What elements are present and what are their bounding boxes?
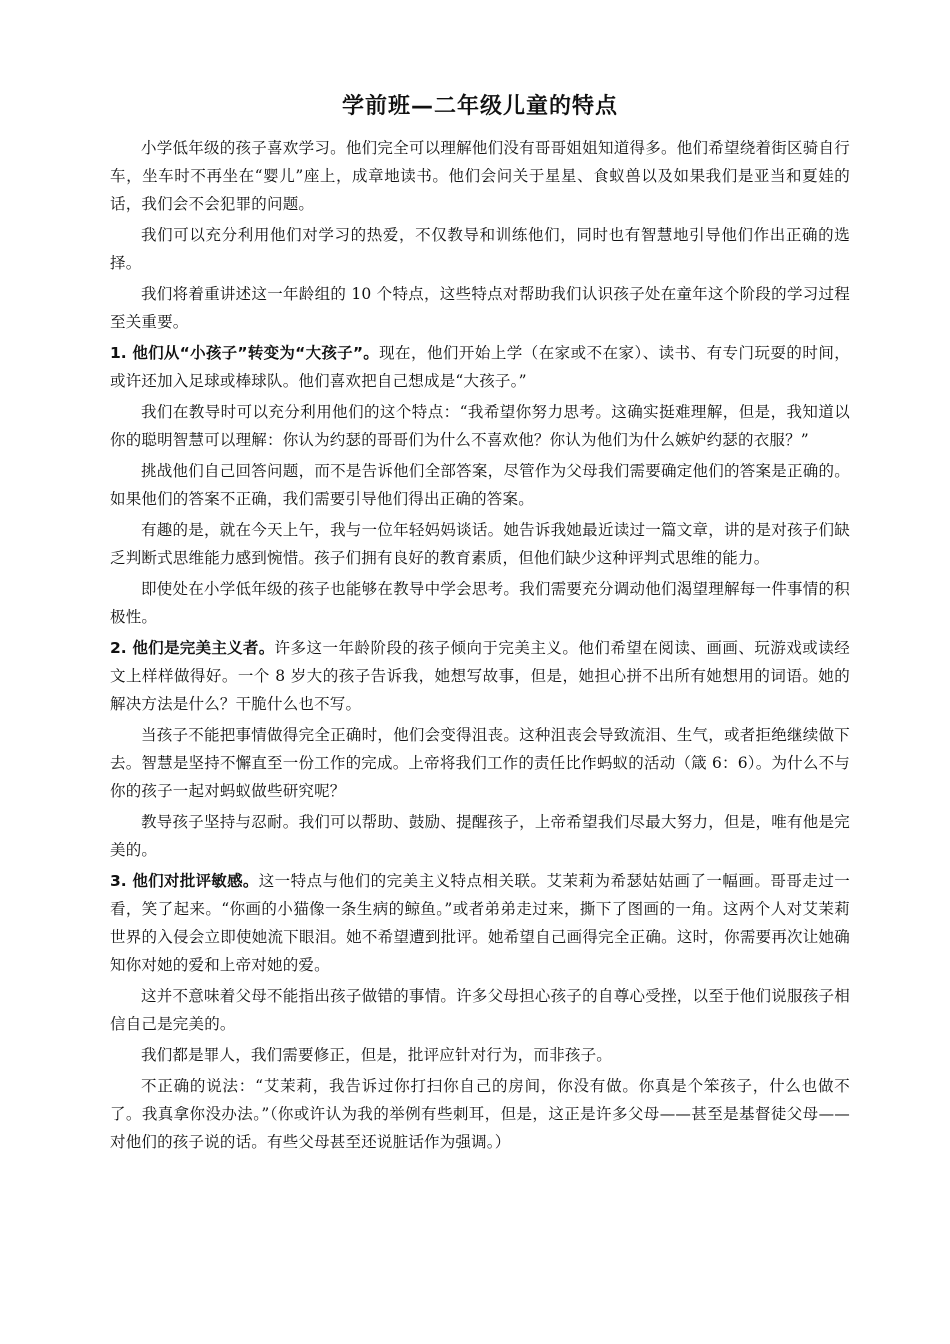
point-2-heading: 2. 他们是完美主义者。 xyxy=(110,639,275,657)
point-2-paragraph xyxy=(110,634,850,718)
paragraph-challenge-answers: 挑战他们自己回答问题，而不是告诉他们全部答案，尽管作为父母我们需要确定他们的答案是正确的。如果他们的答案不正确，我们需要引导他们得出正确的答案。 xyxy=(110,462,850,508)
paragraph-teaching-example: 我们在教导时可以充分利用他们的这个特点：“我希望你努力思考。这确实挺难理解，但是，我知道以你的聪明智慧可以理解：你认为约瑟的哥哥们为什么不喜欢他？你认为他们为什么嫉妒约瑟的衣服？” xyxy=(110,403,850,449)
point-1-text: 现在，他们开始上学（在家或不在家）、读书、有专门玩耍的时间，或许还加入足球或棒球队。他们喜欢把自己想成是“大孩子。” xyxy=(110,344,850,390)
paragraph-pointing-out-mistakes: 这并不意味着父母不能指出孩子做错的事情。许多父母担心孩子的自尊心受挫，以至于他们说服孩子相信自己是完美的。 xyxy=(110,987,850,1033)
paragraph-intro: 小学低年级的孩子喜欢学习。他们完全可以理解他们没有哥哥姐姐知道得多。他们希望绕着街区骑自行车，坐车时不再坐在“婴儿”座上，成章地读书。他们会问关于星星、食蚁兽以及如果我们是亚当和夏娃的话，我们会不会犯罪的问题。 xyxy=(110,139,850,213)
point-3-heading: 3. 他们对批评敏感。 xyxy=(110,872,259,890)
paragraph-ten-characteristics: 我们将着重讲述这一年龄组的 10 个特点，这些特点对帮助我们认识孩子处在童年这个阶段的学习过程至关重要。 xyxy=(110,285,850,331)
point-3-text: 这一特点与他们的完美主义特点相关联。艾茉莉为希瑟姑姑画了一幅画。哥哥走过一看，笑了起来。“你画的小猫像一条生病的鲸鱼。”或者弟弟走过来，撕下了图画的一角。这两个人对艾茉莉世界的入侵会立即使她流下眼泪。她不希望遭到批评。她希望自己画得完全正确。这时，你需要再次让她确知你对她的爱和上帝对她的爱。 xyxy=(110,872,851,974)
point-2-text: 许多这一年龄阶段的孩子倾向于完美主义。他们希望在阅读、画画、玩游戏或读经文上样样做得好。一个 8 岁大的孩子告诉我，她想写故事，但是，她担心拼不出所有她想用的词语。她的解决方法是什么？干脆什么也不写。 xyxy=(110,639,850,713)
paragraph-incorrect-saying: 不正确的说法：“艾茉莉，我告诉过你打扫你自己的房间，你没有做。你真是个笨孩子，什么也做不了。我真拿你没办法。”（你或许认为我的举例有些刺耳，但是，这正是许多父母——甚至是基督徒父母——对他们的孩子说的话。有些父母甚至还说脏话作为强调。） xyxy=(110,1077,850,1151)
point-1-paragraph xyxy=(110,339,850,395)
point-1-heading: 1. 他们从“小孩子”转变为“大孩子”。 xyxy=(110,344,380,362)
paragraph-love-of-learning: 我们可以充分利用他们对学习的热爱，不仅教导和训练他们，同时也有智慧地引导他们作出正确的选择。 xyxy=(110,226,850,272)
paragraph-learn-to-think: 即使处在小学低年级的孩子也能够在教导中学会思考。我们需要充分调动他们渴望理解每一件事情的积极性。 xyxy=(110,580,850,626)
paragraph-frustration: 当孩子不能把事情做得完全正确时，他们会变得沮丧。这种沮丧会导致流泪、生气，或者拒绝继续做下去。智慧是坚持不懈直至一份工作的完成。上帝将我们工作的责任比作蚂蚁的活动（箴 6：6）。为什么不与你的孩子一起对蚂蚁做些研究呢？ xyxy=(110,726,850,800)
paragraph-we-are-sinners: 我们都是罪人，我们需要修正，但是，批评应针对行为，而非孩子。 xyxy=(141,1046,613,1064)
paragraph-perseverance: 教导孩子坚持与忍耐。我们可以帮助、鼓励、提醒孩子，上帝希望我们尽最大努力，但是，唯有他是完美的。 xyxy=(110,813,850,859)
paragraph-critical-thinking: 有趣的是，就在今天上午，我与一位年轻妈妈谈话。她告诉我她最近读过一篇文章，讲的是对孩子们缺乏判断式思维能力感到惋惜。孩子们拥有良好的教育素质，但他们缺少这种评判式思维的能力。 xyxy=(110,521,850,567)
document-title: 学前班—二年级儿童的特点 xyxy=(341,94,618,119)
point-3-paragraph xyxy=(110,867,850,979)
document-page xyxy=(110,92,850,1159)
